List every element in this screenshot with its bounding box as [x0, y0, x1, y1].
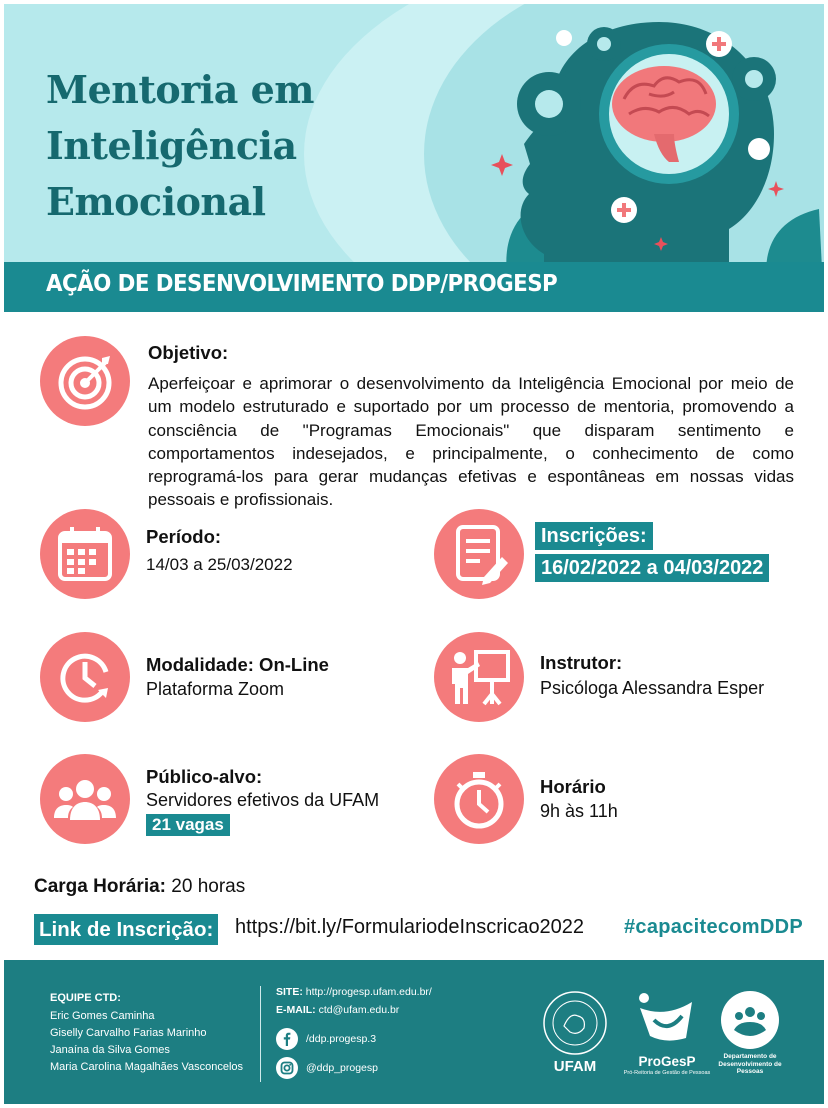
ddp-logo-text: Departamento de Desenvolvimento de Pessoas	[718, 1053, 782, 1075]
form-icon	[434, 509, 524, 599]
progesp-logo-text: ProGesP	[638, 1054, 696, 1069]
schedule-value: 9h às 11h	[540, 801, 618, 821]
instagram-handle[interactable]: @ddp_progesp	[306, 1062, 378, 1074]
footer-divider	[260, 986, 261, 1082]
clock-icon	[40, 632, 130, 722]
poster	[4, 4, 824, 1104]
team-member: Giselly Carvalho Farias Marinho	[50, 1027, 207, 1039]
team-title: EQUIPE CTD:	[50, 992, 121, 1004]
footer	[4, 960, 824, 1104]
email-label: E-MAIL:	[276, 1004, 316, 1016]
audience-heading: Público-alvo:	[146, 766, 263, 787]
instructor-heading: Instrutor:	[540, 652, 623, 673]
banner-text: AÇÃO DE DESENVOLVIMENTO DDP/PROGESP	[46, 271, 558, 297]
site-label: SITE:	[276, 986, 303, 998]
team-member: Eric Gomes Caminha	[50, 1010, 155, 1022]
modality-value: Plataforma Zoom	[146, 679, 285, 699]
target-icon	[40, 336, 130, 426]
ufam-logo-text: UFAM	[553, 1058, 597, 1075]
hashtag: #capacitecomDDP	[624, 916, 804, 938]
period-value: 14/03 a 25/03/2022	[146, 555, 293, 574]
progesp-logo-icon	[636, 990, 698, 1048]
site-line	[276, 986, 432, 998]
email-link[interactable]: ctd@ufam.edu.br	[315, 1004, 400, 1016]
people-icon	[40, 754, 130, 844]
link-label: Link de Inscrição:	[34, 914, 218, 945]
instagram-icon[interactable]	[276, 1057, 298, 1079]
site-link[interactable]: http://progesp.ufam.edu.br/	[302, 986, 432, 998]
modality-heading: Modalidade: On-Line	[146, 654, 329, 675]
stopwatch-icon	[434, 754, 524, 844]
instructor-icon	[434, 632, 524, 722]
workload	[34, 876, 245, 898]
calendar-icon	[40, 509, 130, 599]
ufam-seal-icon	[542, 990, 608, 1056]
instructor-value: Psicóloga Alessandra Esper	[540, 678, 765, 698]
team-member: Maria Carolina Magalhães Vasconcelos	[50, 1061, 244, 1073]
facebook-handle[interactable]: /ddp.progesp.3	[306, 1033, 377, 1045]
registrations-dates: 16/02/2022 a 04/03/2022	[535, 554, 769, 582]
page-title: Mentoria em Inteligência Emocional	[46, 67, 314, 224]
vacancies-badge: 21 vagas	[146, 814, 230, 836]
ddp-logo-icon	[720, 990, 780, 1050]
email-line	[276, 1004, 399, 1016]
banner	[4, 262, 824, 312]
schedule-heading: Horário	[540, 776, 606, 797]
audience-value: Servidores efetivos da UFAM	[146, 790, 380, 810]
team-member: Janaína da Silva Gomes	[50, 1044, 170, 1056]
objective-heading: Objetivo:	[148, 342, 229, 363]
objective-text: Aperfeiçoar e aprimorar o desenvolvimento da Inteligência Emocional por meio de um modelo estruturado e suportado por um processo de mentoria, promovendo a consciência de "Programas Emocionais" que disparam sentimento e comportamentos indesejados, e principalmente, o conhecimento de como reprogramá-los para gerar mudanças efetivas e espontâneas em nossas vidas pessoais e profissionais.	[148, 374, 794, 510]
workload-value: 20 horas	[166, 876, 246, 897]
period-heading: Período:	[146, 526, 222, 547]
workload-label: Carga Horária:	[34, 876, 166, 897]
progesp-logo-subtitle: Pró-Reitoria de Gestão de Pessoas	[623, 1070, 711, 1076]
registrations-heading: Inscrições:	[535, 522, 653, 550]
registration-link[interactable]: https://bit.ly/FormulariodeInscricao2022	[235, 916, 585, 938]
facebook-icon[interactable]	[276, 1028, 298, 1050]
